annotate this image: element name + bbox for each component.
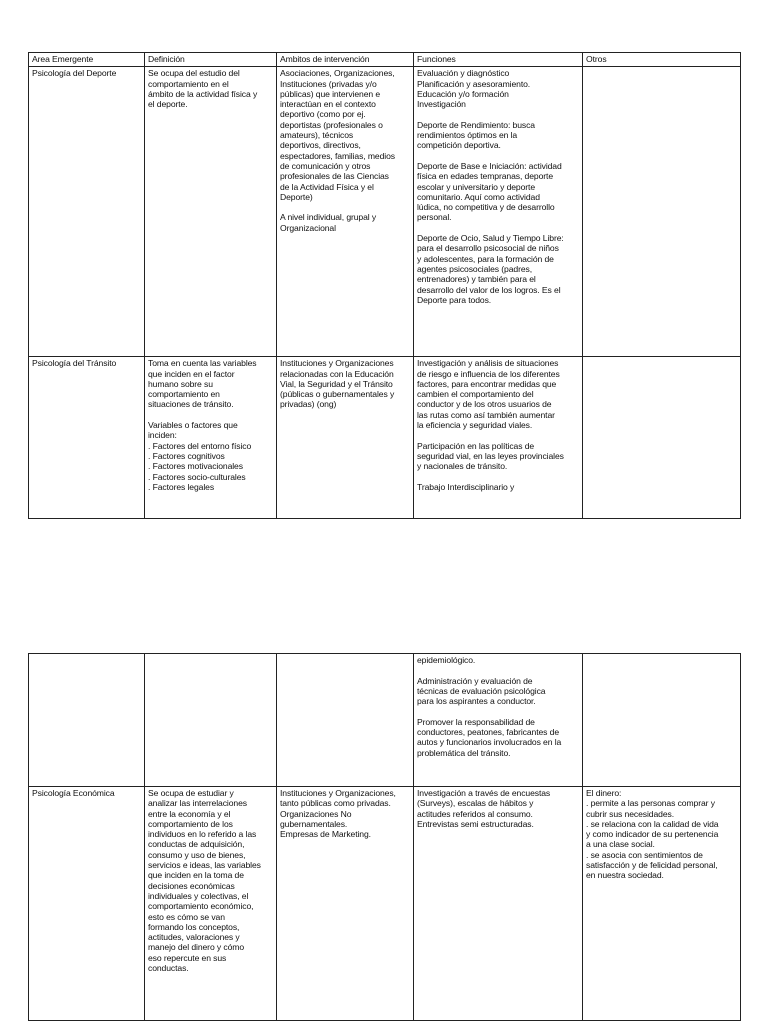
table-row bbox=[29, 67, 741, 357]
cell-funciones: Evaluación y diagnóstico Planificación y asesoramiento. Educación y/o formación Investigación Deporte de Rendimiento: busca rendimientos óptimos en la competición deportiva. Deporte de Base e Iniciación: actividad física en edades tempranas, deporte escolar y universitario y deporte comunitario. Aquí como actividad lúdica, no competitiva y de desarrollo personal. Deporte de Ocio, Salud y Tiempo Libre: para el desarrollo psicosocial de niños y adolescentes, para la formación de agentes psicosociales (padres, entrenadores) y también para el desarrollo del valor de los logros. Es el Deporte para todos. bbox=[414, 67, 583, 357]
table-page-2 bbox=[28, 653, 741, 1021]
cell-otros: El dinero: . permite a las personas comprar y cubrir sus necesidades. . se relaciona con la calidad de vida y como indicador de su pertenencia a una clase social. . se asocia con sentimientos de satisfacción y de felicidad personal, en nuestra sociedad. bbox=[583, 787, 741, 1021]
cell-ambitos: Instituciones y Organizaciones, tanto públicas como privadas. Organizaciones No gubernamentales. Empresas de Marketing. bbox=[277, 787, 414, 1021]
header-otros: Otros bbox=[583, 53, 741, 67]
cell-area: Psicología del Tránsito bbox=[29, 357, 145, 519]
cell-definicion: Toma en cuenta las variables que inciden en el factor humano sobre su comportamiento en situaciones de tránsito. Variables o factores que inciden: . Factores del entorno físico . Factores cognitivos . Factores motivacionales . Factores socio-culturales . Factores legales bbox=[145, 357, 277, 519]
cell-otros bbox=[583, 357, 741, 519]
cell-definicion: Se ocupa de estudiar y analizar las interrelaciones entre la economía y el comportamiento de los individuos en lo referido a las conductas de adquisición, consumo y uso de bienes, servicios e ideas, las variables que inciden en la toma de decisiones económicas individuales y colectivas, el comportamiento económico, esto es cómo se van formando los conceptos, actitudes, valoraciones y manejo del dinero y cómo eso repercute en sus conductas. bbox=[145, 787, 277, 1021]
cell-area bbox=[29, 654, 145, 787]
table-header-row bbox=[29, 53, 741, 67]
cell-otros bbox=[583, 67, 741, 357]
table-row bbox=[29, 654, 741, 787]
cell-funciones: epidemiológico. Administración y evaluación de técnicas de evaluación psicológica para los aspirantes a conductor. Promover la responsabilidad de conductores, peatones, fabricantes de autos y funcionarios involucrados en la problemática del tránsito. bbox=[414, 654, 583, 787]
cell-ambitos: Asociaciones, Organizaciones, Instituciones (privadas y/o públicas) que intervienen e interactúan en el contexto deportivo (como por ej. deportistas (profesionales o amateurs), técnicos deportivos, directivos, espectadores, familias, medios de comunicación y otros profesionales de las Ciencias de la Actividad Física y el Deporte) A nivel individual, grupal y Organizacional bbox=[277, 67, 414, 357]
cell-definicion: Se ocupa del estudio del comportamiento en el ámbito de la actividad física y el deporte. bbox=[145, 67, 277, 357]
cell-funciones: Investigación a través de encuestas (Surveys), escalas de hábitos y actitudes referidos al consumo. Entrevistas semi estructuradas. bbox=[414, 787, 583, 1021]
table-row bbox=[29, 787, 741, 1021]
cell-ambitos bbox=[277, 654, 414, 787]
table-row bbox=[29, 357, 741, 519]
cell-definicion bbox=[145, 654, 277, 787]
cell-funciones: Investigación y análisis de situaciones de riesgo e influencia de los diferentes factores, para encontrar medidas que cambien el comportamiento del conductor y de los otros usuarios de las rutas como así también aumentar la eficiencia y seguridad viales. Participación en las políticas de seguridad vial, en las leyes provinciales y nacionales de tránsito. Trabajo Interdisciplinario y bbox=[414, 357, 583, 519]
cell-area: Psicología Económica bbox=[29, 787, 145, 1021]
table-page-1 bbox=[28, 52, 741, 519]
header-definicion: Definición bbox=[145, 53, 277, 67]
header-area: Area Emergente bbox=[29, 53, 145, 67]
header-ambitos: Ambitos de intervención bbox=[277, 53, 414, 67]
header-funciones: Funciones bbox=[414, 53, 583, 67]
cell-area: Psicología del Deporte bbox=[29, 67, 145, 357]
cell-otros bbox=[583, 654, 741, 787]
cell-ambitos: Instituciones y Organizaciones relacionadas con la Educación Vial, la Seguridad y el Tránsito (públicas o gubernamentales y privadas) (ong) bbox=[277, 357, 414, 519]
